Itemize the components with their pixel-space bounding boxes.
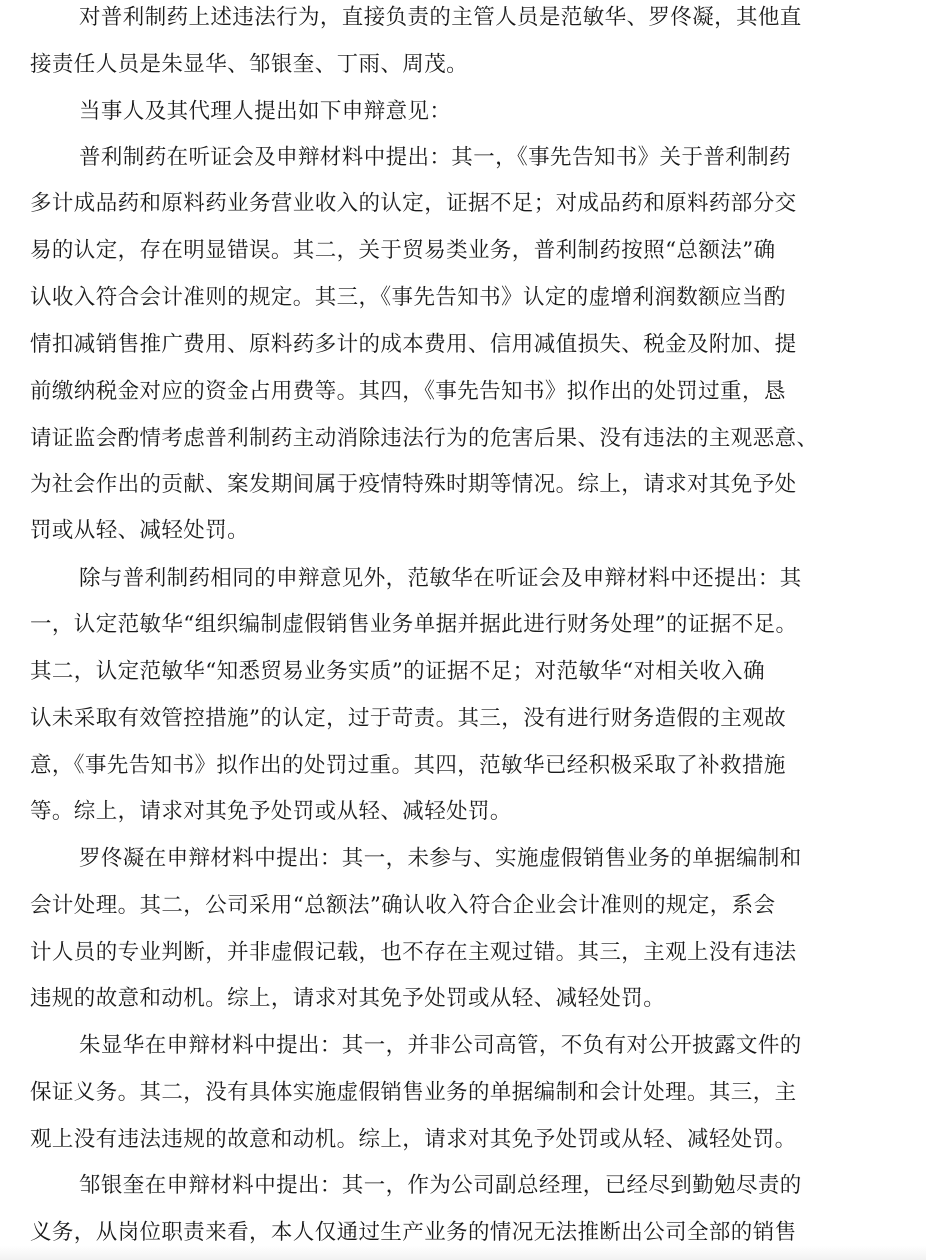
text-line: 当事人及其代理人提出如下申辩意见： [79, 99, 452, 124]
page-bottom-shadow [0, 1246, 926, 1260]
text-line: 请证监会酌情考虑普利制药主动消除违法行为的危害后果、没有违法的主观恶意、 [30, 426, 819, 451]
text-line: 罚或从轻、减轻处罚。 [30, 518, 250, 543]
text-line: 一，认定范敏华“组织编制虚假销售业务单据并据此进行财务处理”的证据不足。 [30, 612, 798, 637]
text-line: 其二，认定范敏华“知悉贸易业务实质”的证据不足；对范敏华“对相关收入确 [30, 659, 765, 684]
text-line: 罗佟凝在申辩材料中提出：其一，未参与、实施虚假销售业务的单据编制和 [79, 846, 802, 871]
text-line: 前缴纳税金对应的资金占用费等。其四，《事先告知书》拟作出的处罚过重，恳 [30, 379, 786, 404]
text-line: 义务，从岗位职责来看，本人仅通过生产业务的情况无法推断出公司全部的销售 [30, 1220, 797, 1245]
text-line: 意，《事先告知书》拟作出的处罚过重。其四，范敏华已经积极采取了补救措施 [30, 753, 786, 778]
text-line: 计人员的专业判断，并非虚假记载，也不存在主观过错。其三，主观上没有违法 [30, 940, 797, 965]
text-line: 为社会作出的贡献、案发期间属于疫情特殊时期等情况。综上，请求对其免予处 [30, 472, 797, 497]
text-line: 情扣减销售推广费用、原料药多计的成本费用、信用减值损失、税金及附加、提 [30, 332, 797, 357]
text-line: 认未采取有效管控措施”的认定，过于苛责。其三，没有进行财务造假的主观故 [30, 706, 786, 731]
text-line: 违规的故意和动机。综上，请求对其免予处罚或从轻、减轻处罚。 [30, 986, 666, 1011]
text-line: 会计处理。其二，公司采用“总额法”确认收入符合企业会计准则的规定，系会 [30, 893, 776, 918]
text-line: 邹银奎在申辩材料中提出：其一，作为公司副总经理，已经尽到勤勉尽责的 [79, 1173, 802, 1198]
text-line: 多计成品药和原料药业务营业收入的认定，证据不足；对成品药和原料药部分交 [30, 191, 797, 216]
text-line: 保证义务。其二，没有具体实施虚假销售业务的单据编制和会计处理。其三，主 [30, 1080, 797, 1105]
text-line: 朱显华在申辩材料中提出：其一，并非公司高管，不负有对公开披露文件的 [79, 1033, 802, 1058]
text-line: 普利制药在听证会及申辩材料中提出：其一，《事先告知书》关于普利制药 [79, 145, 791, 170]
text-line: 等。综上，请求对其免予处罚或从轻、减轻处罚。 [30, 799, 512, 824]
text-line: 对普利制药上述违法行为，直接负责的主管人员是范敏华、罗佟凝，其他直 [79, 5, 802, 30]
text-line: 接责任人员是朱显华、邹银奎、丁雨、周茂。 [30, 52, 469, 77]
text-line: 认收入符合会计准则的规定。其三，《事先告知书》认定的虚增利润数额应当酌 [30, 285, 786, 310]
text-line: 观上没有违法违规的故意和动机。综上，请求对其免予处罚或从轻、减轻处罚。 [30, 1127, 797, 1152]
text-line: 除与普利制药相同的申辩意见外，范敏华在听证会及申辩材料中还提出：其 [79, 566, 802, 591]
text-line: 易的认定，存在明显错误。其二，关于贸易类业务，普利制药按照“总额法”确 [30, 238, 776, 263]
